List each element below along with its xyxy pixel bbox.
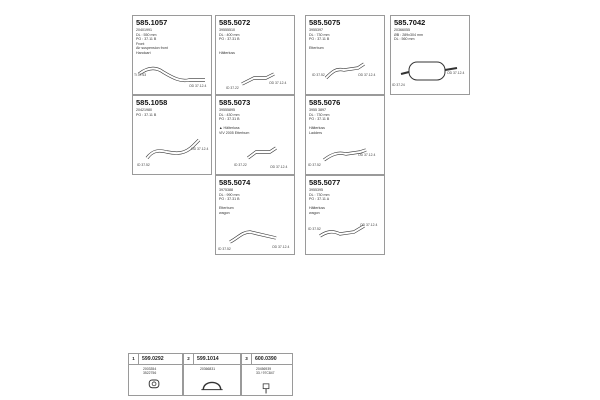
accessory-code: 599.0292 [142,356,164,362]
accessory-number: 1 [129,354,139,364]
exhaust-pipe-drawing [306,16,384,94]
svg-text:OD 37.12.4: OD 37.12.4 [272,245,290,249]
part-code: 585.1058 [136,98,168,107]
part-code: 585.7042 [394,18,426,27]
clamp-drawing [184,364,240,396]
accessory-number: 3 [242,354,252,364]
svg-text:ID 37.22: ID 37.22 [226,86,239,90]
accessory-details: 2003354 3522756 [143,367,157,376]
svg-text:OD 37.12.4: OD 37.12.4 [447,71,465,75]
part-details: 20401991 DL : 550 mm PO : 37.11 B Front Air suspension front Handcart [136,28,168,55]
part-details: 3955395 DL : 730 mm PO : 37.11 A Hälterluss wagon [309,188,330,215]
muffler-drawing [391,16,469,94]
part-details: 3955 3897 DL : 730 mm PO : 37.11 B Hälterluss Ladders [309,108,330,135]
exhaust-pipe-drawing [216,96,294,174]
exhaust-pipe-drawing [133,96,211,174]
part-card-585-1057[interactable] [132,15,212,95]
svg-text:ID 37.52: ID 37.52 [308,227,321,231]
svg-text:Ti 37.63: Ti 37.63 [134,73,147,77]
exhaust-pipe-drawing [306,176,384,254]
part-details: 20421980 PO : 37.11 B [136,108,157,117]
part-code: 585.1057 [136,18,168,27]
part-code: 585.5072 [219,18,251,27]
part-details: 3955397 DL : 730 mm PO : 37.11 B Etterbum [309,28,330,51]
part-card-585-5076[interactable] [305,95,385,175]
svg-text:OD 37.12.4: OD 37.12.4 [269,81,287,85]
svg-text:OD 37.12.4: OD 37.12.4 [358,73,376,77]
accessory-code: 599.1014 [197,356,219,362]
accessory-card-2[interactable] [183,353,241,396]
svg-text:OD 37.12.4: OD 37.12.4 [270,165,288,169]
part-details: 3975388 DL : 990 mm PO : 37.31 B Etterbum wagon [219,188,240,215]
svg-text:ID 37.24: ID 37.24 [392,83,405,87]
part-card-585-1058[interactable] [132,95,212,175]
part-details: 20366055 ØB : 289x304 mm DL : 560 mm [394,28,423,42]
part-code: 585.5077 [309,178,341,187]
svg-text:OD 37.12.4: OD 37.12.4 [360,223,378,227]
svg-text:ID 37.52: ID 37.52 [308,163,321,167]
svg-text:OD 37.12.4: OD 37.12.4 [191,147,209,151]
clamp-drawing [129,364,182,396]
part-card-585-5077[interactable] [305,175,385,255]
part-card-585-5074[interactable] [215,175,295,255]
svg-text:OD 37.12.4: OD 37.12.4 [358,153,376,157]
bolt-drawing [242,364,292,396]
part-code: 585.5075 [309,18,341,27]
svg-text:ID 37.52: ID 37.52 [137,163,150,167]
accessory-details: 20366831 [200,367,216,371]
part-code: 585.5073 [219,98,251,107]
exhaust-pipe-drawing [133,16,211,94]
accessory-number: 2 [184,354,194,364]
svg-text:ID 37.52: ID 37.52 [218,247,231,251]
part-card-585-5072[interactable] [215,15,295,95]
part-code: 585.5074 [219,178,251,187]
part-details: 39555895 DL : 430 mm PO : 37.31 B ▲ Hälterluss VIV 2005 Etterbum [219,108,250,135]
exhaust-pipe-drawing [216,176,294,254]
part-card-585-5075[interactable] [305,15,385,95]
accessory-card-3[interactable] [241,353,293,396]
exhaust-pipe-drawing [216,16,294,94]
svg-text:ID 37.52: ID 37.52 [312,73,325,77]
exhaust-pipe-drawing [306,96,384,174]
part-code: 585.5076 [309,98,341,107]
accessory-details: 20456939 33 / 97C847 [256,367,275,376]
part-card-585-7042[interactable] [390,15,470,95]
part-details: 39555510 DL : 400 mm PO : 37.31 B Hälterluss [219,28,240,55]
accessory-code: 600.0390 [255,356,277,362]
accessory-card-1[interactable] [128,353,183,396]
svg-text:OD 37.12.4: OD 37.12.4 [189,84,207,88]
part-card-585-5073[interactable] [215,95,295,175]
svg-text:ID 37.22: ID 37.22 [234,163,247,167]
